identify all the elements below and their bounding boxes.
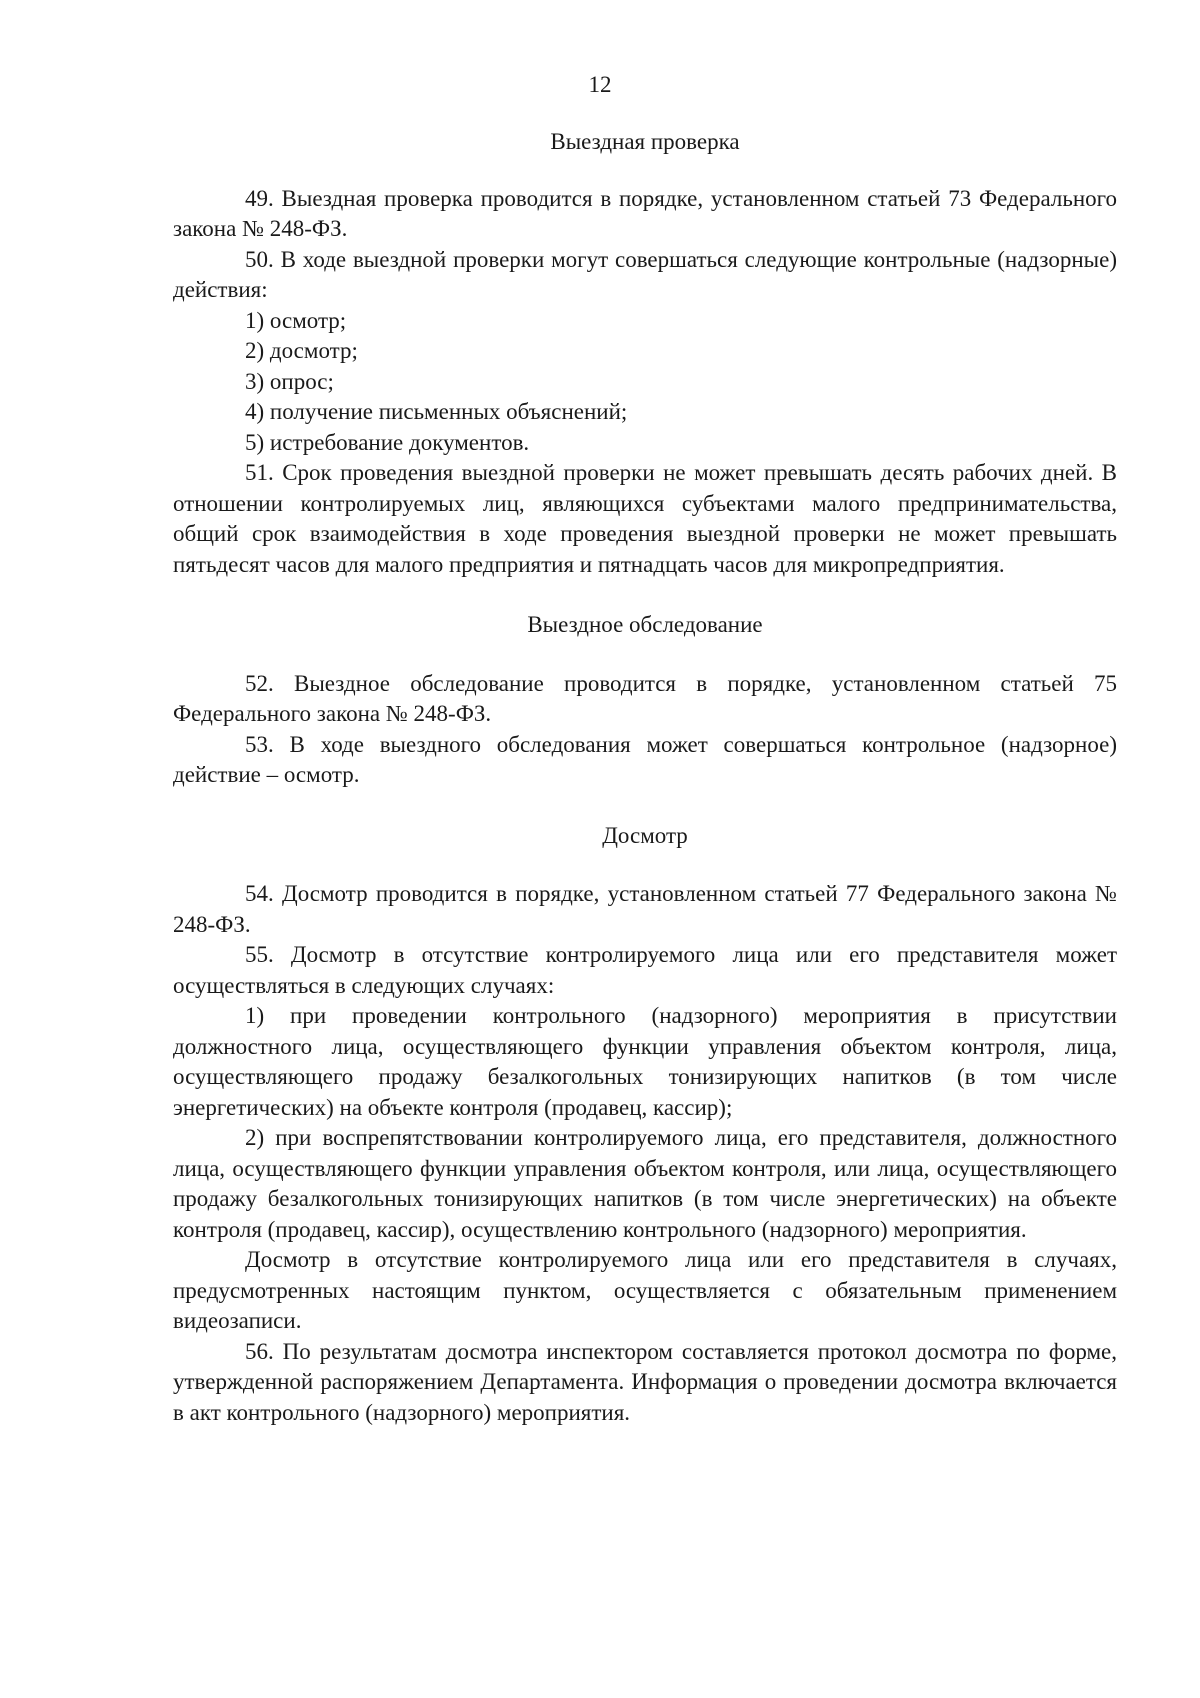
- paragraph-55-case-2: 2) при воспрепятствовании контролируемого лица, его представителя, должностного лица, осуществляющего функции управления объектом контроля, или лица, осуществляющего продажу безалкогольных тонизирующих напитков (в том числе энергетических) на объекте контроля (продавец, кассир), осуществлению контрольного (надзорного) мероприятия.: [173, 1125, 1117, 1242]
- section-heading: Выездная проверка: [550, 129, 740, 154]
- paragraph-49: 49. Выездная проверка проводится в порядке, установленном статьей 73 Федерального закона № 248-ФЗ.: [173, 185, 1117, 241]
- section-onsite-inspection: [173, 127, 1117, 580]
- section-inspection-search: [173, 821, 1117, 1429]
- document-body: [173, 127, 1117, 1428]
- list-item: 5) истребование документов.: [245, 429, 530, 455]
- paragraph-55-case-1: 1) при проведении контрольного (надзорного) мероприятия в присутствии должностного лица, осуществляющего функции управления объектом контроля, лица, осуществляющего продажу безалкогольных тонизирующих напитков (в том числе энергетических) на объекте контроля (продавец, кассир);: [173, 1003, 1117, 1120]
- paragraph-54: 54. Досмотр проводится в порядке, установленном статьей 77 Федерального закона № 248-ФЗ.: [173, 881, 1117, 937]
- paragraph-53: 53. В ходе выездного обследования может совершаться контрольное (надзорное) действие – осмотр.: [173, 731, 1117, 787]
- paragraph-50: 50. В ходе выездной проверки могут совершаться следующие контрольные (надзорные) действия:: [173, 246, 1117, 302]
- section-heading: Досмотр: [602, 822, 688, 848]
- paragraph-52: 52. Выездное обследование проводится в порядке, установленном статьей 75 Федерального закона № 248-ФЗ.: [173, 670, 1117, 726]
- paragraph-55: 55. Досмотр в отсутствие контролируемого лица или его представителя может осуществляться в следующих случаях:: [173, 942, 1117, 998]
- section-onsite-survey: [173, 610, 1117, 791]
- section-heading: Выездное обследование: [527, 612, 763, 637]
- list-item: 1) осмотр;: [245, 307, 347, 333]
- paragraph-51: 51. Срок проведения выездной проверки не может превышать десять рабочих дней. В отношении контролируемых лиц, являющихся субъектами малого предпринимательства, общий срок взаимодействия в ходе проведения выездной проверки не может превышать пятьдесят часов для малого предприятия и пятнадцать часов для микропредприятия.: [173, 460, 1117, 577]
- list-item: 3) опрос;: [245, 368, 334, 394]
- list-item: 2) досмотр;: [245, 338, 358, 363]
- paragraph-56: 56. По результатам досмотра инспектором составляется протокол досмотра по форме, утвержденной распоряжением Департамента. Информация о проведении досмотра включается в акт контрольного (надзорного) мероприятия.: [173, 1338, 1117, 1425]
- page-number: 12: [588, 72, 612, 97]
- list-item: 4) получение письменных объяснений;: [245, 399, 628, 424]
- paragraph-55-video: Досмотр в отсутствие контролируемого лица или его представителя в случаях, предусмотренных настоящим пунктом, осуществляется с обязательным применением видеозаписи.: [173, 1247, 1117, 1333]
